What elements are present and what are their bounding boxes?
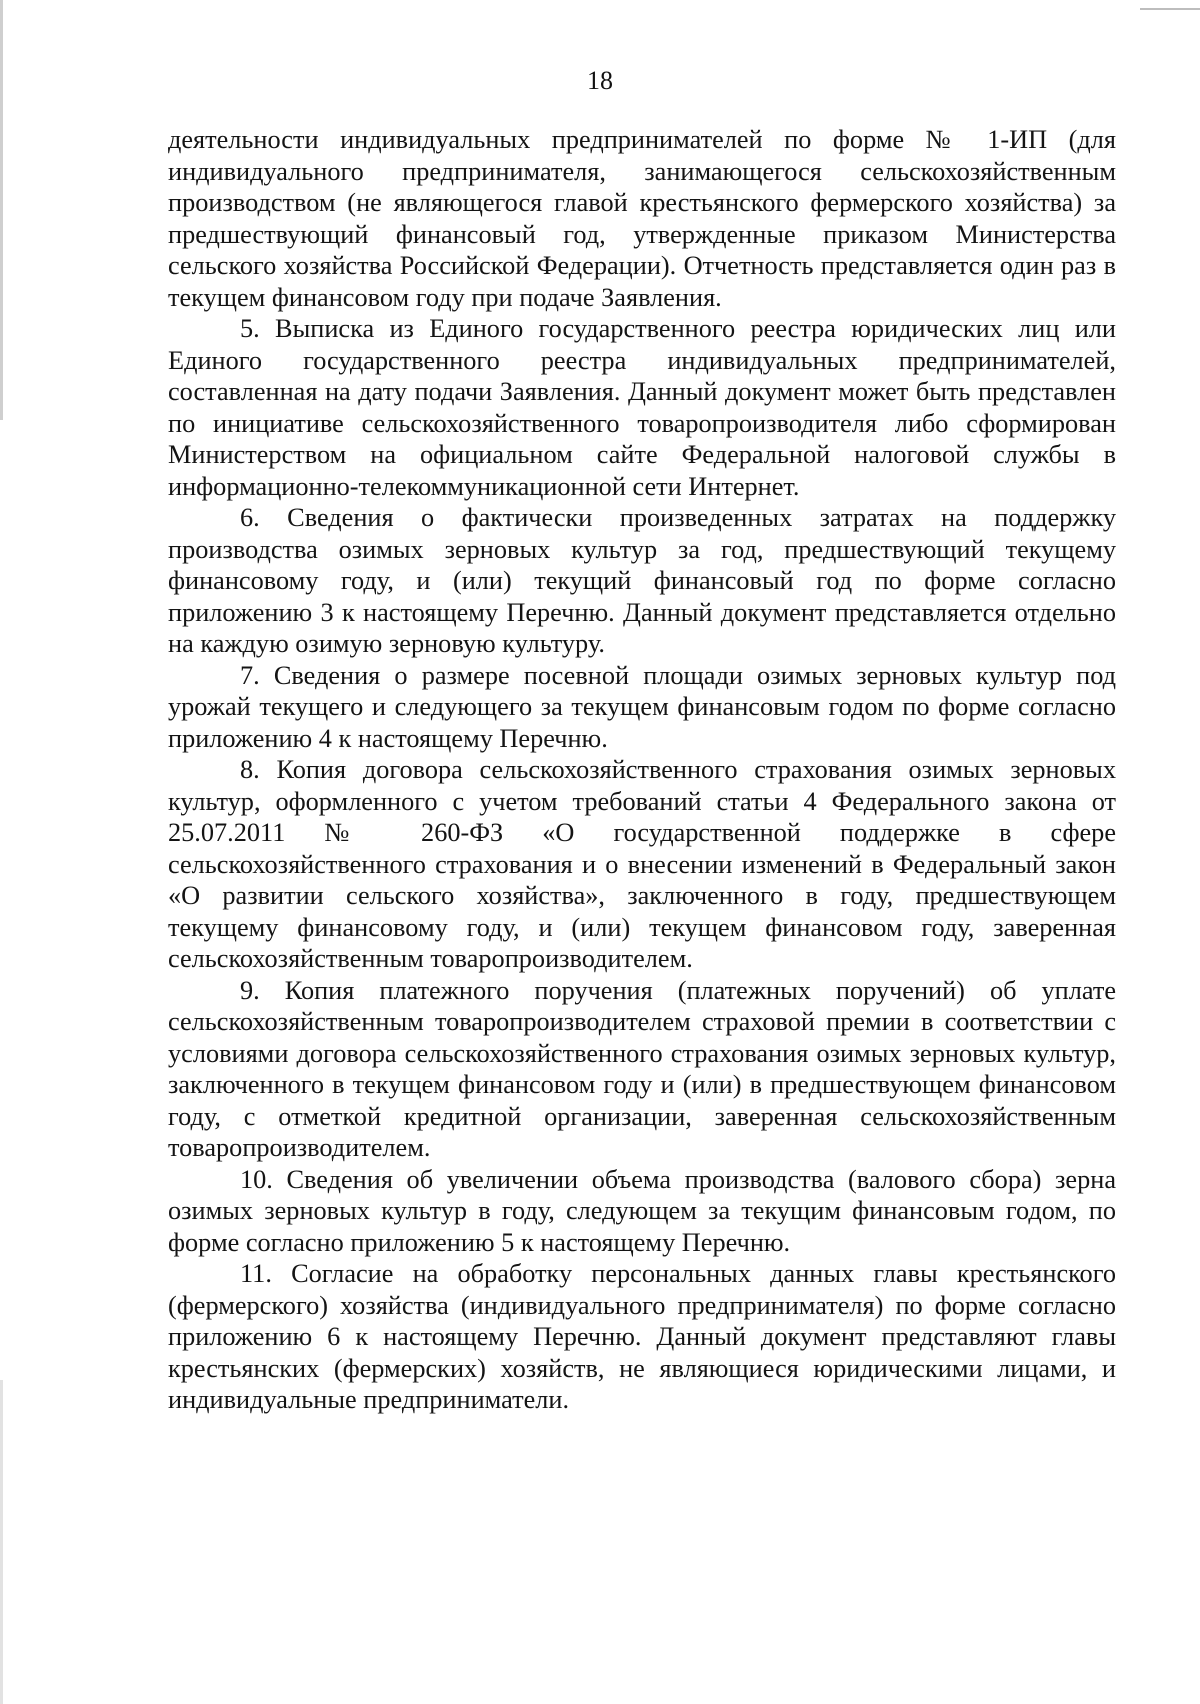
scan-mark — [1140, 8, 1200, 10]
paragraph-item-11: 11. Согласие на обработку персональных данных главы крестьянского (фермерского) хозяйства (индивидуального предпринимателя) по форме согласно приложению 6 к настоящему Перечню. Данный документ представляют главы крестьянских (фермерских) хозяйств, не являющиеся юридическими лицами, и индивидуальные предприниматели. — [168, 1259, 1116, 1414]
paragraph-item-6: 6. Сведения о фактически произведенных затратах на поддержку производства озимых зерновых культур за год, предшествующий текущему финансовому году, и (или) текущий финансовый год по форме согласно приложению 3 к настоящему Перечню. Данный документ представляется отдельно на каждую озимую зерновую культуру. — [168, 503, 1116, 658]
paragraph-continuation: деятельности индивидуальных предпринимателей по форме № 1-ИП (для индивидуального предпринимателя, занимающегося сельскохозяйственным производством (не являющегося главой крестьянского фермерского хозяйства) за предшествующий финансовый год, утвержденные приказом Министерства сельского хозяйства Российской Федерации). Отчетность представляется один раз в текущем финансовом году при подаче Заявления. — [168, 125, 1116, 312]
scan-edge-shadow — [0, 1380, 3, 1704]
document-body — [168, 124, 1116, 1416]
page-number: 18 — [587, 66, 613, 95]
paragraph-item-5: 5. Выписка из Единого государственного реестра юридических лиц или Единого государственного реестра индивидуальных предпринимателей, составленная на дату подачи Заявления. Данный документ может быть представлен по инициативе сельскохозяйственного товаропроизводителя либо сформирован Министерством на официальном сайте Федеральной налоговой службы в информационно-телекоммуникационной сети Интернет. — [168, 314, 1116, 501]
paragraph-item-10: 10. Сведения об увеличении объема производства (валового сбора) зерна озимых зерновых культур в году, следующем за текущим финансовым годом, по форме согласно приложению 5 к настоящему Перечню. — [168, 1164, 1116, 1257]
paragraph-item-9: 9. Копия платежного поручения (платежных поручений) об уплате сельскохозяйственным товаропроизводителем страховой премии в соответствии с условиями договора сельскохозяйственного страхования озимых зерновых культур, заключенного в текущем финансовом году и (или) в предшествующем финансовом году, с отметкой кредитной организации, заверенная сельскохозяйственным товаропроизводителем. — [168, 975, 1116, 1162]
scan-edge-shadow — [0, 0, 3, 420]
paragraph-item-7: 7. Сведения о размере посевной площади озимых зерновых культур под урожай текущего и следующего за текущем финансовым годом по форме согласно приложению 4 к настоящему Перечню. — [168, 660, 1116, 753]
paragraph-item-8: 8. Копия договора сельскохозяйственного страхования озимых зерновых культур, оформленного с учетом требований статьи 4 Федерального закона от 25.07.2011 № 260-ФЗ «О государственной поддержке в сфере сельскохозяйственного страхования и о внесении изменений в Федеральный закон «О развитии сельского хозяйства», заключенного в году, предшествующем текущему финансовому году, и (или) текущем финансовом году, заверенная сельскохозяйственным товаропроизводителем. — [168, 755, 1116, 973]
